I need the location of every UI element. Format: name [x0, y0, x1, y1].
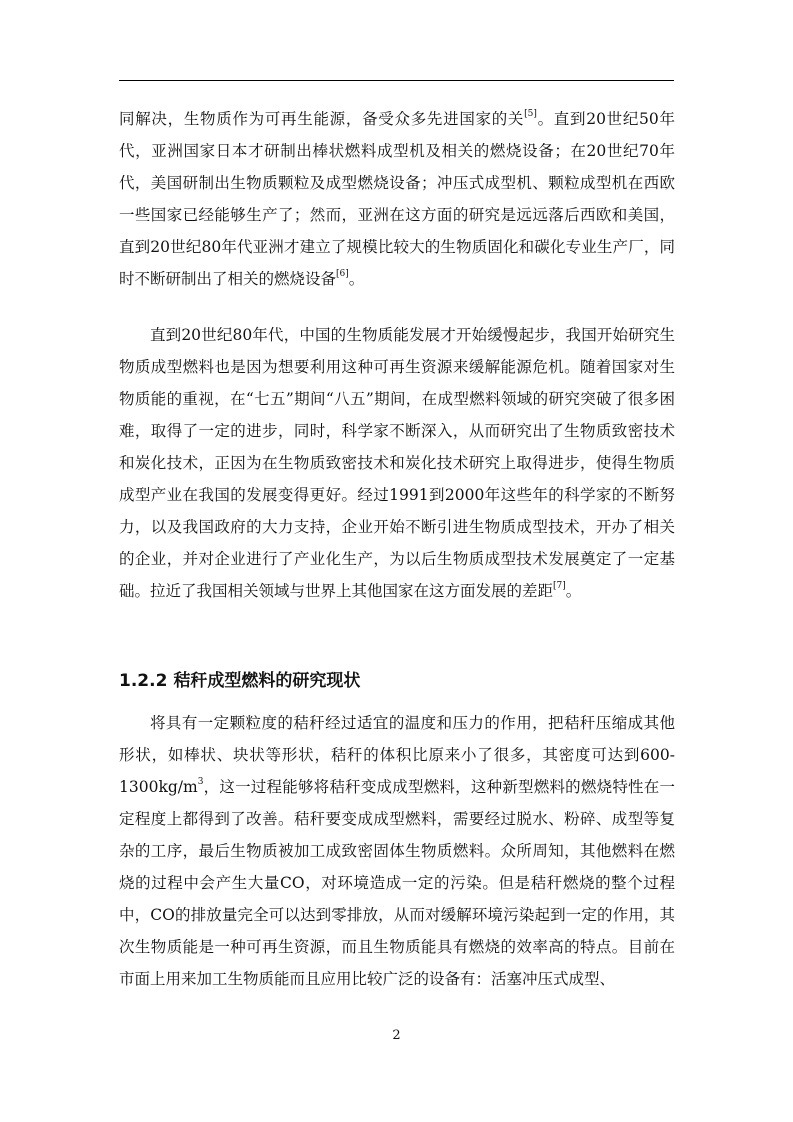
paragraph-text: 。 — [348, 270, 365, 288]
paragraph-continuation — [119, 103, 675, 295]
paragraph-china-history — [119, 319, 675, 607]
superscript: 3 — [197, 777, 204, 787]
paragraph-text: ，这一过程能够将秸秆变成成型燃料，这种新型燃料的燃烧特性在一定程度上都得到了改善。秸秆要变成成型燃料，需要经过脱水、粉碎、成型等复杂的工序，最后生物质被加工成致密固体生物质燃料。众所周知，其他燃料在燃烧的过程中会产生大量CO，对环境造成一定的污染。但是秸秆燃烧的整个过程中，CO的排放量完全可以达到零排放，从而对缓解环境污染起到一定的作用，其次生物质能是一种可再生资源，而且生物质能具有燃烧的效率高的特点。目前在市面上用来加工生物质能而且应用比较广泛的设备有：活塞冲压式成型、 — [119, 778, 675, 988]
paragraph-straw-fuel — [119, 707, 675, 995]
section-heading: 1.2.2 秸秆成型燃料的研究现状 — [119, 671, 361, 691]
paragraph-text: 将具有一定颗粒度的秸秆经过适宜的温度和压力的作用，把秸秆压缩成其他形状，如棒状、块状等形状，秸秆的体积比原来小了很多，其密度可达到600-1300kg/m — [119, 714, 675, 796]
paragraph-text: 同解决，生物质作为可再生能源，备受众多先进国家的关 — [119, 110, 525, 128]
paragraph-text: 直到20世纪80年代，中国的生物质能发展才开始缓慢起步，我国开始研究生物质成型燃料也是因为想要利用这种可再生资源来缓解能源危机。随着国家对生物质能的重视，在“七五”期间“八五”期间，在成型燃料领域的研究突破了很多困难，取得了一定的进步，同时，科学家不断深入，从而研究出了生物质致密技术和炭化技术，正因为在生物质致密技术和炭化技术研究上取得进步，使得生物质成型产业在我国的发展变得更好。经过1991到2000年这些年的科学家的不断努力，以及我国政府的大力支持，企业开始不断引进生物质成型技术，开办了相关的企业，并对企业进行了产业化生产，为以后生物质成型技术发展奠定了一定基础。拉近了我国相关领域与世界上其他国家在这方面发展的差距 — [119, 326, 675, 600]
citation-ref: [6] — [336, 269, 349, 279]
paragraph-text: 。 — [565, 582, 582, 600]
header-rule — [119, 80, 674, 81]
paragraph-text: 。直到20世纪50年代，亚洲国家日本才研制出棒状燃料成型机及相关的燃烧设备；在20世纪70年代，美国研制出生物质颗粒及成型燃烧设备；冲压式成型机、颗粒成型机在西欧一些国家已经能够生产了；然而，亚洲在这方面的研究是远远落后西欧和美国，直到20世纪80年代亚洲才建立了规模比较大的生物质固化和碳化专业生产厂，同时不断研制出了相关的燃烧设备 — [119, 110, 675, 288]
citation-ref: [5] — [524, 109, 537, 119]
page-number: 2 — [392, 1028, 401, 1043]
citation-ref: [7] — [553, 581, 566, 591]
